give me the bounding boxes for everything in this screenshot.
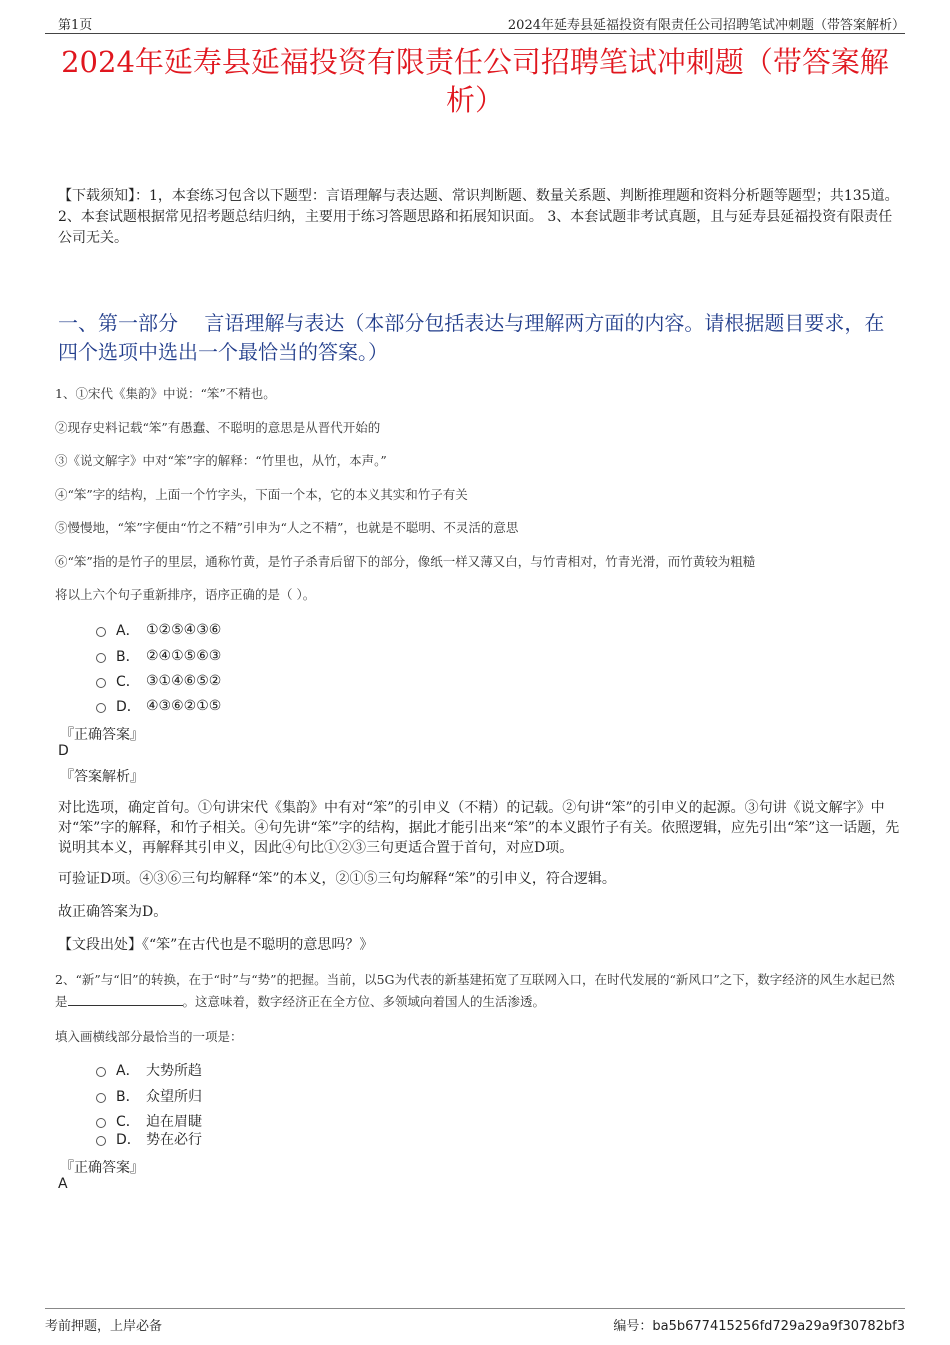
- q1-answer-label: 『正确答案』: [60, 727, 144, 743]
- q1-line-6: ⑥“笨”指的是竹子的里层，通称竹黄，是竹子杀青后留下的部分，像纸一样又薄又白，与竹青相对，竹青光滑，而竹黄较为粗糙: [55, 554, 756, 569]
- radio-icon[interactable]: [96, 1136, 106, 1146]
- q1-prompt: 将以上六个句子重新排序，语序正确的是（ ）。: [55, 587, 316, 602]
- footer-slogan: 考前押题，上岸必备: [45, 1319, 163, 1334]
- q1-analysis-para-1: 对比选项，确定首句。①句讲宋代《集韵》中有对“笨”的引申义（不精）的记载。②句讲“笨”的引申义的起源。③句讲《说文解字》中对“笨”字的解释，和竹子相关。④句先讲“笨”字的结构，据此才能引出来“笨”的本义跟竹子有关。依照逻辑，应先引出“笨”这一话题，先说明其本义，再解释其引申义，因此④句比①②③三句更适合置于首句，对应D项。: [58, 800, 900, 856]
- q1-line-1: 1、①宋代《集韵》中说：“笨”不精也。: [55, 386, 276, 401]
- q2-answer-label: 『正确答案』: [60, 1160, 144, 1176]
- q1-option-b[interactable]: [96, 646, 221, 666]
- footer-divider: [45, 1308, 905, 1309]
- option-text: 大势所趋: [146, 1063, 202, 1079]
- q2-option-c[interactable]: [96, 1111, 202, 1131]
- radio-icon[interactable]: [96, 627, 106, 637]
- option-text: 迫在眉睫: [146, 1114, 202, 1130]
- radio-icon[interactable]: [96, 1067, 106, 1077]
- q2-option-a[interactable]: [96, 1060, 202, 1080]
- radio-icon[interactable]: [96, 653, 106, 663]
- section-heading: 一、第一部分 言语理解与表达（本部分包括表达与理解两方面的内容。请根据题目要求，在四个选项中选出一个最恰当的答案。）: [58, 311, 885, 364]
- option-letter: B．: [116, 1089, 140, 1105]
- option-text: ①②⑤④③⑥: [146, 622, 222, 638]
- q1-analysis-para-2: 可验证D项。④③⑥三句均解释“笨”的本义，②①⑤三句均解释“笨”的引申义，符合逻辑。: [58, 871, 616, 887]
- header-divider: [45, 33, 905, 34]
- q2-prompt: 填入画横线部分最恰当的一项是：: [55, 1029, 243, 1044]
- q1-option-c[interactable]: [96, 671, 221, 691]
- page-title: 2024年延寿县延福投资有限责任公司招聘笔试冲刺题（带答案解析）: [61, 45, 889, 117]
- option-letter: C．: [116, 1114, 140, 1130]
- radio-icon[interactable]: [96, 1093, 106, 1103]
- header-doc-title: 2024年延寿县延福投资有限责任公司招聘笔试冲刺题（带答案解析）: [507, 18, 905, 33]
- option-letter: A．: [116, 1063, 140, 1079]
- q2-option-d[interactable]: [96, 1129, 202, 1149]
- q1-line-4: ④“笨”字的结构，上面一个竹字头，下面一个本，它的本义其实和竹子有关: [55, 487, 468, 502]
- download-notice: 【下载须知】：1，本套练习包含以下题型：言语理解与表达题、常识判断题、数量关系题、判断推理题和资料分析题等题型；共135道。 2、本套试题根据常见招考题总结归纳，主要用于练习答题思路和拓展知识面。 3、本套试题非考试真题，且与延寿县延福投资有限责任公司无关。: [58, 188, 899, 246]
- q2-stem-after: 。这意味着，数字经济正在全方位、多领域向着国人的生活渗透。: [182, 994, 546, 1009]
- radio-icon[interactable]: [96, 703, 106, 713]
- option-text: ③①④⑥⑤②: [146, 673, 222, 689]
- option-letter: A．: [116, 623, 140, 639]
- q1-line-5: ⑤慢慢地，“笨”字便由“竹之不精”引申为“人之不精”，也就是不聪明、不灵活的意思: [55, 520, 519, 535]
- q2-stem: [55, 969, 905, 1013]
- q2-answer: A: [58, 1176, 68, 1192]
- footer-code-value: ba5b677415256fd729a29a9f30782bf3: [652, 1319, 905, 1334]
- option-text: ④③⑥②①⑤: [146, 698, 222, 714]
- footer-code-label: 编号：: [613, 1319, 653, 1334]
- page-number: 第1页: [58, 18, 93, 33]
- q1-source: 【文段出处】《“笨”在古代也是不聪明的意思吗？》: [58, 937, 374, 953]
- option-letter: C．: [116, 674, 140, 690]
- q1-analysis-label: 『答案解析』: [60, 769, 144, 785]
- option-letter: D．: [116, 699, 141, 715]
- q2-stem-before: 2、“新”与“旧”的转换，在于“时”与“势”的把握。当前，以5G为代表的新基建拓宽了互联网入口，在时代发展的“新风口”之下，数字经济的风生水起已然是: [55, 972, 895, 1009]
- q2-option-b[interactable]: [96, 1086, 202, 1106]
- option-letter: B．: [116, 649, 140, 665]
- option-letter: D．: [116, 1132, 141, 1148]
- q1-option-a[interactable]: [96, 620, 221, 640]
- radio-icon[interactable]: [96, 678, 106, 688]
- q1-answer: D: [58, 743, 69, 759]
- footer-code: [613, 1315, 905, 1334]
- q1-analysis-para-3: 故正确答案为D。: [58, 904, 168, 920]
- fill-blank: [68, 994, 183, 1006]
- option-text: 众望所归: [146, 1089, 202, 1105]
- q1-option-d[interactable]: [96, 696, 221, 716]
- q1-line-3: ③《说文解字》中对“笨”字的解释：“竹里也，从竹，本声。”: [55, 453, 387, 468]
- option-text: ②④①⑤⑥③: [146, 648, 222, 664]
- q1-line-2: ②现存史料记载“笨”有愚蠢、不聪明的意思是从晋代开始的: [55, 420, 381, 435]
- radio-icon[interactable]: [96, 1118, 106, 1128]
- option-text: 势在必行: [146, 1132, 202, 1148]
